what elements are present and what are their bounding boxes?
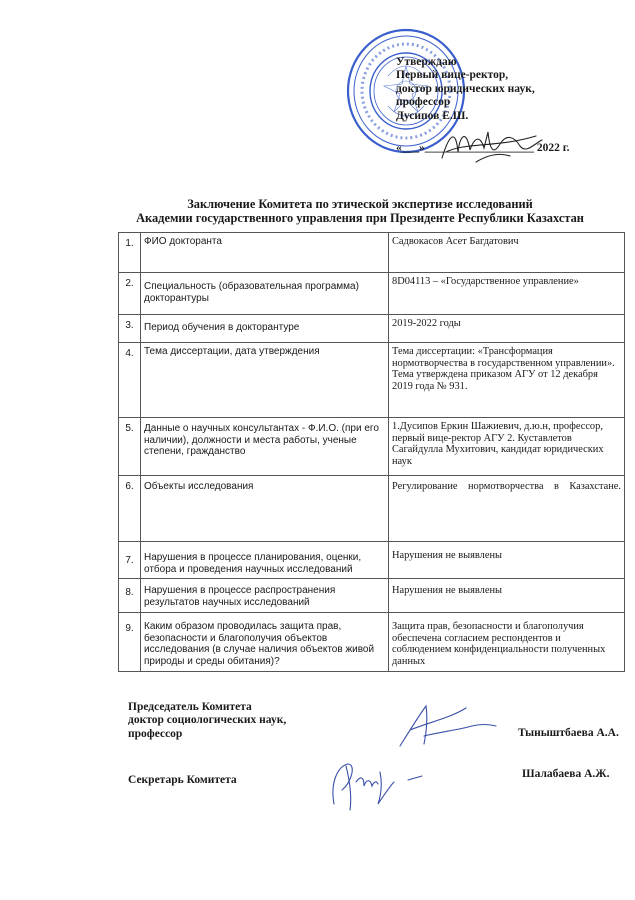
row-number: 6. (119, 476, 141, 542)
approval-line: Дусипов Е.Ш. (396, 109, 469, 122)
row-number: 3. (119, 315, 141, 343)
row-value: 8D04113 – «Государственное управление» (389, 273, 625, 315)
row-label: Тема диссертации, дата утверждения (141, 343, 389, 418)
approval-line: Утверждаю (396, 56, 457, 68)
row-label: Специальность (образовательная программа) докторантуры (141, 273, 389, 315)
row-number: 1. (119, 233, 141, 273)
approval-line: Первый вице-ректор, (396, 69, 509, 82)
chair-block (128, 701, 286, 741)
row-value: Нарушения не выявлены (389, 579, 625, 613)
table-row (119, 233, 625, 273)
approval-line: профессор (396, 96, 451, 109)
title-line-2: Академии государственного управления при Президенте Республики Казахстан (136, 211, 584, 225)
table-row (119, 343, 625, 418)
table-row (119, 418, 625, 476)
row-number: 2. (119, 273, 141, 315)
row-number: 9. (119, 613, 141, 671)
table-row (119, 579, 625, 613)
row-number: 8. (119, 579, 141, 613)
row-value: Садвокасов Асет Багдатович (389, 233, 625, 273)
table-row (119, 273, 625, 315)
approval-date-line: «___»___________________ 2022 г. (396, 142, 570, 154)
chair-degree: доктор социологических наук, (128, 714, 287, 727)
table-row (119, 613, 625, 671)
table-row (119, 315, 625, 343)
row-label: Данные о научных консультантах - Ф.И.О. (при его наличии), должности и места работы, ученые степени, гражданство (141, 418, 389, 476)
row-value: 2019-2022 годы (389, 315, 625, 343)
row-value: Регулирование нормотворчества в Казахстане. (389, 476, 625, 542)
row-value: 1.Дусипов Еркин Шажиевич, д.ю.н, профессор, первый вице-ректор АГУ 2. Куставлетов Сагайдулла Мухитович, кандидат юридических наук (389, 418, 625, 476)
row-value: Тема диссертации: «Трансформация нормотворчества в государственном управлении». Тема утверждена приказом АГУ от 12 декабря 2019 года № 931. (389, 343, 625, 418)
row-label: Период обучения в докторантуре (141, 315, 389, 343)
chair-title: Председатель Комитета (128, 701, 252, 713)
secretary-signature (316, 752, 436, 814)
row-label: Каким образом проводилась защита прав, безопасности и благополучия объектов исследования (в случае наличия объектов живой природы и среды обитания)? (141, 613, 389, 671)
title-line-1: Заключение Комитета по этической экспертизе исследований (187, 197, 533, 211)
approval-line: доктор юридических наук, (396, 82, 535, 95)
chair-signature (380, 700, 500, 752)
vice-rector-signature (436, 122, 546, 166)
secretary-name: Шалабаева А.Ж. (522, 768, 610, 780)
row-value: Защита прав, безопасности и благополучия обеспечена согласием респондентов и соблюдением конфиденциальности полученных данных (389, 613, 625, 671)
row-label: Нарушения в процессе распространения результатов научных исследований (141, 579, 389, 613)
row-label: Объекты исследования (141, 476, 389, 542)
chair-name: Тыныштбаева А.А. (518, 727, 619, 739)
row-value: Нарушения не выявлены (389, 542, 625, 579)
row-label: ФИО докторанта (141, 233, 389, 273)
document-title (100, 197, 620, 225)
row-label: Нарушения в процессе планирования, оценки, отбора и проведения научных исследований (141, 542, 389, 579)
chair-rank: профессор (128, 727, 183, 740)
secretary-label: Секретарь Комитета (128, 774, 237, 786)
table-row (119, 542, 625, 579)
conclusion-table (118, 232, 625, 672)
row-number: 4. (119, 343, 141, 418)
table-row (119, 476, 625, 542)
row-number: 7. (119, 542, 141, 579)
approval-block (396, 56, 626, 123)
row-number: 5. (119, 418, 141, 476)
